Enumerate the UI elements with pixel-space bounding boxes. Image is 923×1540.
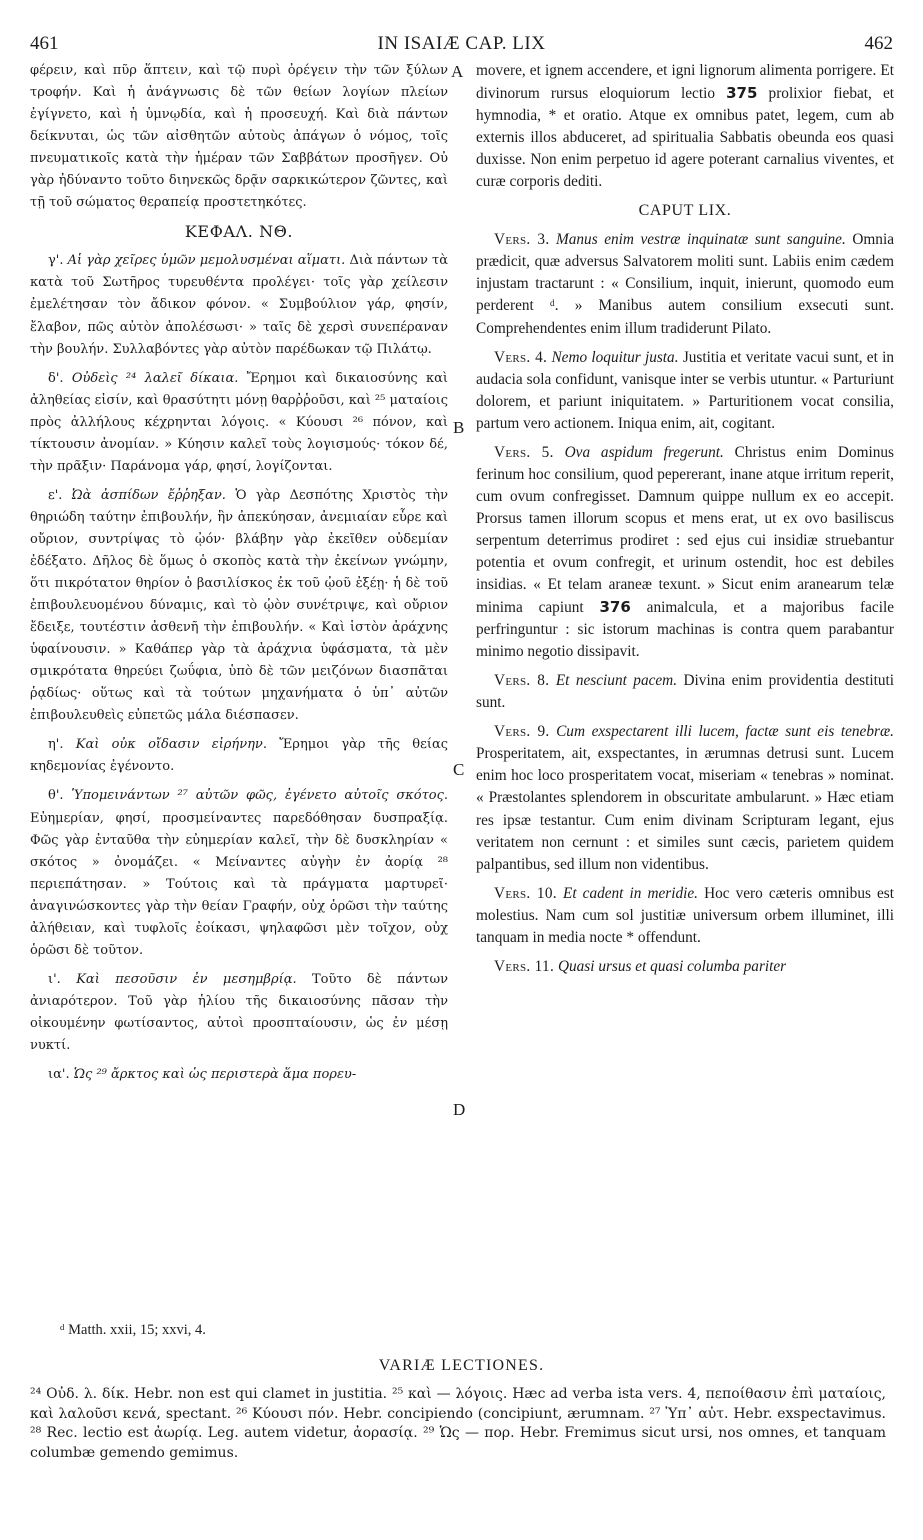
running-header bbox=[30, 33, 893, 59]
verse-commentary: Ὁ γὰρ Δεσπότης Χριστὸς τὴν θηριώδη ταύτην ἐπιβουλήν, ἣν ἀπεκύησαν, ἀνεμιαίαν εὗρε καὶ οὔριον, συντρίψας τὸ ᾠόν· βλάβην γὰρ ἐκεῖθεν οὐδεμίαν ἐδέξατο. Δῆλος δὲ ὅμως ὁ σκοπὸς κατὰ τὴν ἐκείνων γνώμην, ὅτι πικρότατον θηρίον ὁ βασιλίσκος ἐκ τοῦ ᾠοῦ ἐξέῃ· ἡ δὲ τοῦ ἐπιβουλευομένου δύναμις, καὶ τὸ ᾠὸν συνέτριψε, καὶ οὔριον ἔδειξε, τουτέστιν ἀσθενῆ τὴν ἐπιβουλήν. « Καὶ ἱστὸν ἀράχνης ὑφαίνουσιν. » Καθάπερ γὰρ τὰ ἀράχνια ὑφάσματα, τὰ μὲν σμικρότατα θηρεύει ζωΰφια, ὑπὸ δὲ τῶν μειζόνων διασπᾶται ῥᾳδίως· οὕτως καὶ τὰ τούτων μηχανήματα ὁ ὑπ᾽ αὐτῶν ἐπιβουλευθεὶς εὐπετῶς μάλα διέσπασεν. bbox=[30, 487, 449, 724]
verse-commentary: Divina enim providentia destituti sunt. bbox=[476, 672, 895, 712]
latin-verse-3 bbox=[476, 229, 894, 339]
verse-commentary: Διὰ πάντων τὰ κατὰ τοῦ Σωτῆρος τυρευθέντα προλέγει· τοῖς γὰρ χείλεσιν ἐμελέτησαν τὸν ἄδικον φόνον. « Συμβούλιον γάρ, φησίν, ἔλαβον, πῶς αὐτὸν ἀπολέσωσι· » ταῖς δὲ χερσὶ συνεπέραναν τὴν βουλήν. Συλλαβόντες γὰρ αὐτὸν παρέδωκαν τῷ Πιλάτῳ. bbox=[30, 253, 448, 357]
verse-commentary: Prosperitatem, ait, exspectantes, in ærumnas detrusi sunt. Lucem enim hoc loco prosperitatem vocat, miseriam « tenebras » nominat. « Præstolantes splendorem in obscuritate ambularunt. » Hæc etiam res ipsæ testantur. Cum enim divinam Scripturam legant, ejus veritatem non cernunt : et similes sunt cæcis, parietem quidem palpantibus, sed illum non videntibus. bbox=[476, 745, 894, 873]
verse-label: Vers. 8. bbox=[494, 672, 550, 690]
verse-number: ε'. bbox=[48, 487, 63, 503]
page-number-right: 462 bbox=[864, 33, 893, 54]
section-marker-a: A bbox=[451, 62, 464, 81]
latin-verse-5 bbox=[476, 442, 894, 663]
verse-lemma: Ὠὰ ἀσπίδων ἔῤῥηξαν. bbox=[71, 487, 226, 503]
verse-lemma: Quasi ursus et quasi columba pariter bbox=[557, 957, 787, 975]
greek-verse-11 bbox=[30, 1064, 448, 1086]
verse-commentary: Τοῦτο δὲ πάντων ἀνιαρότερον. Τοῦ γὰρ ἡλίου τῆς δικαιοσύνης πᾶσαν τὴν οἰκουμένην φωτίσαντος, αὐτοὶ προσπταίουσιν, ὡς ἐν μέσῃ νυκτί. bbox=[30, 971, 448, 1053]
greek-verse-10 bbox=[30, 969, 448, 1057]
latin-intro-text: prolixior fiebat, et hymnodia, * et oratio. Atque ex omnibus patet, legem, cum ab externis illos abduceret, ad spiritualia Sabbatis obeunda eos quasi duxisse. Non enim perpetuo id agere poterant carnalius viventes, et curæ corporis dediti. bbox=[476, 85, 894, 191]
verse-lemma: Ὡς ²⁹ ἄρκτος καὶ ὡς περιστερὰ ἅμα πορευ- bbox=[73, 1067, 357, 1083]
verse-lemma: Et cadent in meridie. bbox=[563, 884, 698, 902]
verse-number: ι'. bbox=[48, 971, 61, 987]
verse-label: Vers. 3. bbox=[494, 231, 550, 249]
verse-commentary: animalcula, et a majoribus facile perfringuntur : sic istorum machinas is contra quem parabantur minimo negotio dissipavit. bbox=[476, 599, 894, 661]
greek-verse-9 bbox=[30, 785, 448, 961]
variant-readings-text: ²⁴ Οὐδ. λ. δίκ. Hebr. non est qui clamet in justitia. ²⁵ καὶ — λόγοις. Hæc ad verba ista vers. 4, πεποίθασιν ἐπὶ ματαίοις, καὶ λαλοῦσι κενά, spectant. ²⁶ Κύουσι πόν. Hebr. concipiendo (concipiunt, ærumnam. ²⁷ Ὑπ᾽ αὐτ. Hebr. exspectavimus. ²⁸ Rec. lectio est ἀωρίᾳ. Leg. autem videtur, ἀορασίᾳ. ²⁹ Ὡς — πορ. Hebr. Fremimus sicut ursi, nos omnes, et tanquam columbæ gemendo gemimus. bbox=[30, 1386, 886, 1461]
verse-commentary: Ἔρημοι καὶ δικαιοσύνης καὶ ἀληθείας εἰσίν, καὶ θρασύτητι μόνῃ θαρῤῥοῦσι, καὶ ²⁵ ματαίοις πρὸς ἀλλήλους κέχρηνται λόγοις. « Κύουσι ²⁶ πόνον, καὶ τίκτουσιν ἀνομίαν. » Κύησιν καλεῖ τοὺς λογισμούς· τόκον δέ, τὴν πρᾶξιν· Παράνομα γάρ, φησί, λογίζονται. bbox=[30, 370, 449, 474]
section-marker-b: B bbox=[453, 418, 465, 437]
verse-commentary: Justitia et veritate vacui sunt, et in audacia sola confidunt, vanisque inter se verbis utuntur. « Parturiunt dolorem, et pariunt iniquitatem. » Parturitionem vocat consilia, partum vero actionem. Iniqua enim, ait, cogitant. bbox=[476, 348, 895, 432]
latin-chapter-heading: CAPUT LIX. bbox=[638, 202, 732, 220]
variant-readings-title: VARIÆ LECTIONES. bbox=[378, 1357, 545, 1374]
running-title: IN ISAIÆ CAP. LIX bbox=[377, 33, 546, 54]
migne-column-number: 375 bbox=[726, 84, 758, 103]
section-marker-c: C bbox=[453, 760, 465, 779]
verse-commentary: Ἔρημοι γὰρ τῆς θείας κηδεμονίας ἐγένοντο. bbox=[30, 737, 449, 775]
greek-intro-paragraph: φέρειν, καὶ πῦρ ἅπτειν, καὶ τῷ πυρὶ ὀρέγειν τὴν τῶν ξύλων τροφήν. Καὶ ἡ ἀνάγνωσις δὲ τῶν θείων λογίων πλείων ἐγίγνετο, καὶ ἡ ὑμνῳδία, καὶ ἡ προσευχή. Καὶ διὰ πάντων δείκνυται, ὡς τῶν αἰσθητῶν αὐτοὺς ἀπάγων ὁ νόμος, τοῖς πνευματικοῖς κατὰ τὴν ἡμέραν τῶν Σαββάτων προσῆγεν. Οὐ γὰρ ἠδύναντο τοῦτο διηνεκῶς δρᾷν σαρκικώτερον ζῶντες, καὶ τῇ τοῦ σώματος θεραπείᾳ προστετηκότες. bbox=[30, 63, 448, 211]
latin-intro-paragraph bbox=[476, 60, 894, 193]
latin-intro-text: movere, et ignem accendere, et igni lignorum alimenta porrigere. Et divinorum rursus eloquiorum lectio bbox=[476, 62, 894, 103]
verse-lemma: Cum exspectarent illi lucem, factæ sunt eis tenebræ. bbox=[556, 723, 894, 741]
verse-lemma: Et nesciunt pacem. bbox=[555, 672, 678, 690]
verse-number: θ'. bbox=[48, 788, 64, 804]
verse-lemma: Αἱ γὰρ χεῖρες ὑμῶν μεμολυσμέναι αἵματι. bbox=[67, 253, 346, 269]
verse-label: Vers. 11. bbox=[494, 957, 555, 975]
verse-commentary: Hoc vero cæteris omnibus est molestius. Nam cum sol justitiæ universum orbem illuminet, illi tanquam in media nocte * offendunt. bbox=[476, 884, 894, 946]
verse-label: Vers. 9. bbox=[494, 723, 550, 741]
page-number-left: 461 bbox=[30, 33, 59, 54]
verse-commentary: Omnia prædicit, quæ adversus Salvatorem moliti sunt. Labiis enim cædem injustam tractarunt : « Consilium, inquit, inierunt, quomodo eum perderent ᵈ. » Manibus autem consilium exsecuti sunt. Comprehendentes enim illum tradiderunt Pilato. bbox=[476, 231, 894, 337]
footnote: ᵈ Matth. xxii, 15; xxvi, 4. bbox=[60, 1322, 206, 1338]
verse-lemma: Ova aspidum fregerunt. bbox=[564, 443, 724, 461]
verse-commentary: Εὐημερίαν, φησί, προσμείναντες παρεδόθησαν δυσπραξίᾳ. Φῶς γὰρ ἐνταῦθα τὴν εὐημερίαν καλεῖ, τὴν δὲ δυσκληρίαν « σκότος » ὀνομάζει. « Μείναντες αὐγὴν ἐν ἀορίᾳ ²⁸ περιεπάτησαν. » Τούτοις καὶ τὰ πράγματα μαρτυρεῖ· ἀναγινώσκοντες γὰρ τὴν θείαν Γραφήν, οὐχ ὁρῶσι τὴν ταύτης ἀλήθειαν, καὶ τυφλοῖς ἐοίκασι, ψηλαφῶσι μὲν τοῖχον, οὐχ ὁρῶσι δὲ τοῦτον. bbox=[30, 810, 448, 958]
latin-verse-11 bbox=[476, 956, 894, 978]
greek-verse-8 bbox=[30, 734, 448, 778]
verse-lemma: Οὐδεὶς ²⁴ λαλεῖ δίκαια. bbox=[71, 370, 239, 386]
verse-label: Vers. 5. bbox=[494, 443, 554, 461]
verse-number: ια'. bbox=[48, 1067, 70, 1083]
verse-lemma: Καὶ πεσοῦσιν ἐν μεσημβρίᾳ. bbox=[76, 971, 297, 987]
latin-verse-10 bbox=[476, 883, 894, 949]
greek-verse-5 bbox=[30, 485, 448, 728]
greek-column bbox=[30, 60, 448, 1093]
latin-verse-9 bbox=[476, 721, 894, 875]
migne-column-number: 376 bbox=[599, 598, 631, 617]
verse-lemma: Manus enim vestræ inquinatæ sunt sanguine. bbox=[556, 231, 846, 249]
verse-number: γ'. bbox=[48, 253, 64, 269]
latin-verse-8 bbox=[476, 670, 894, 714]
verse-number: η'. bbox=[48, 737, 64, 753]
verse-label: Vers. 4. bbox=[494, 348, 548, 366]
latin-verse-4 bbox=[476, 347, 894, 435]
verse-lemma: Ὑπομεινάντων ²⁷ αὐτῶν φῶς, ἐγένετο αὐτοῖς σκότος. bbox=[71, 788, 448, 804]
verse-number: δ'. bbox=[48, 370, 64, 386]
verse-commentary: Christus enim Dominus ferinum hoc consilium, quod pepererant, inane atque irritum reperit, cum ovum confregisset. Damnum quippe nullum ex eo accepit. Prorsus tamen illorum scopus et mens erat, ut ex ovo basiliscus serpentum deterrimus prodiret : sed ejus cui insidiæ struebantur potentia et ovum confregit, et urinum ostendit, hoc est debiles insidias. « Et telam araneæ texunt. » Sicut enim aranearum telæ minima capiunt bbox=[476, 443, 895, 617]
section-marker-d: D bbox=[453, 1100, 466, 1119]
verse-lemma: Καὶ οὐκ οἴδασιν εἰρήνην. bbox=[75, 737, 267, 753]
verse-lemma: Nemo loquitur justa. bbox=[551, 348, 679, 366]
verse-label: Vers. 10. bbox=[494, 884, 557, 902]
latin-column bbox=[476, 60, 894, 985]
greek-chapter-heading: ΚΕΦΑΛ. ΝΘ. bbox=[184, 222, 294, 242]
greek-verse-3 bbox=[30, 250, 448, 360]
greek-verse-4 bbox=[30, 368, 448, 478]
